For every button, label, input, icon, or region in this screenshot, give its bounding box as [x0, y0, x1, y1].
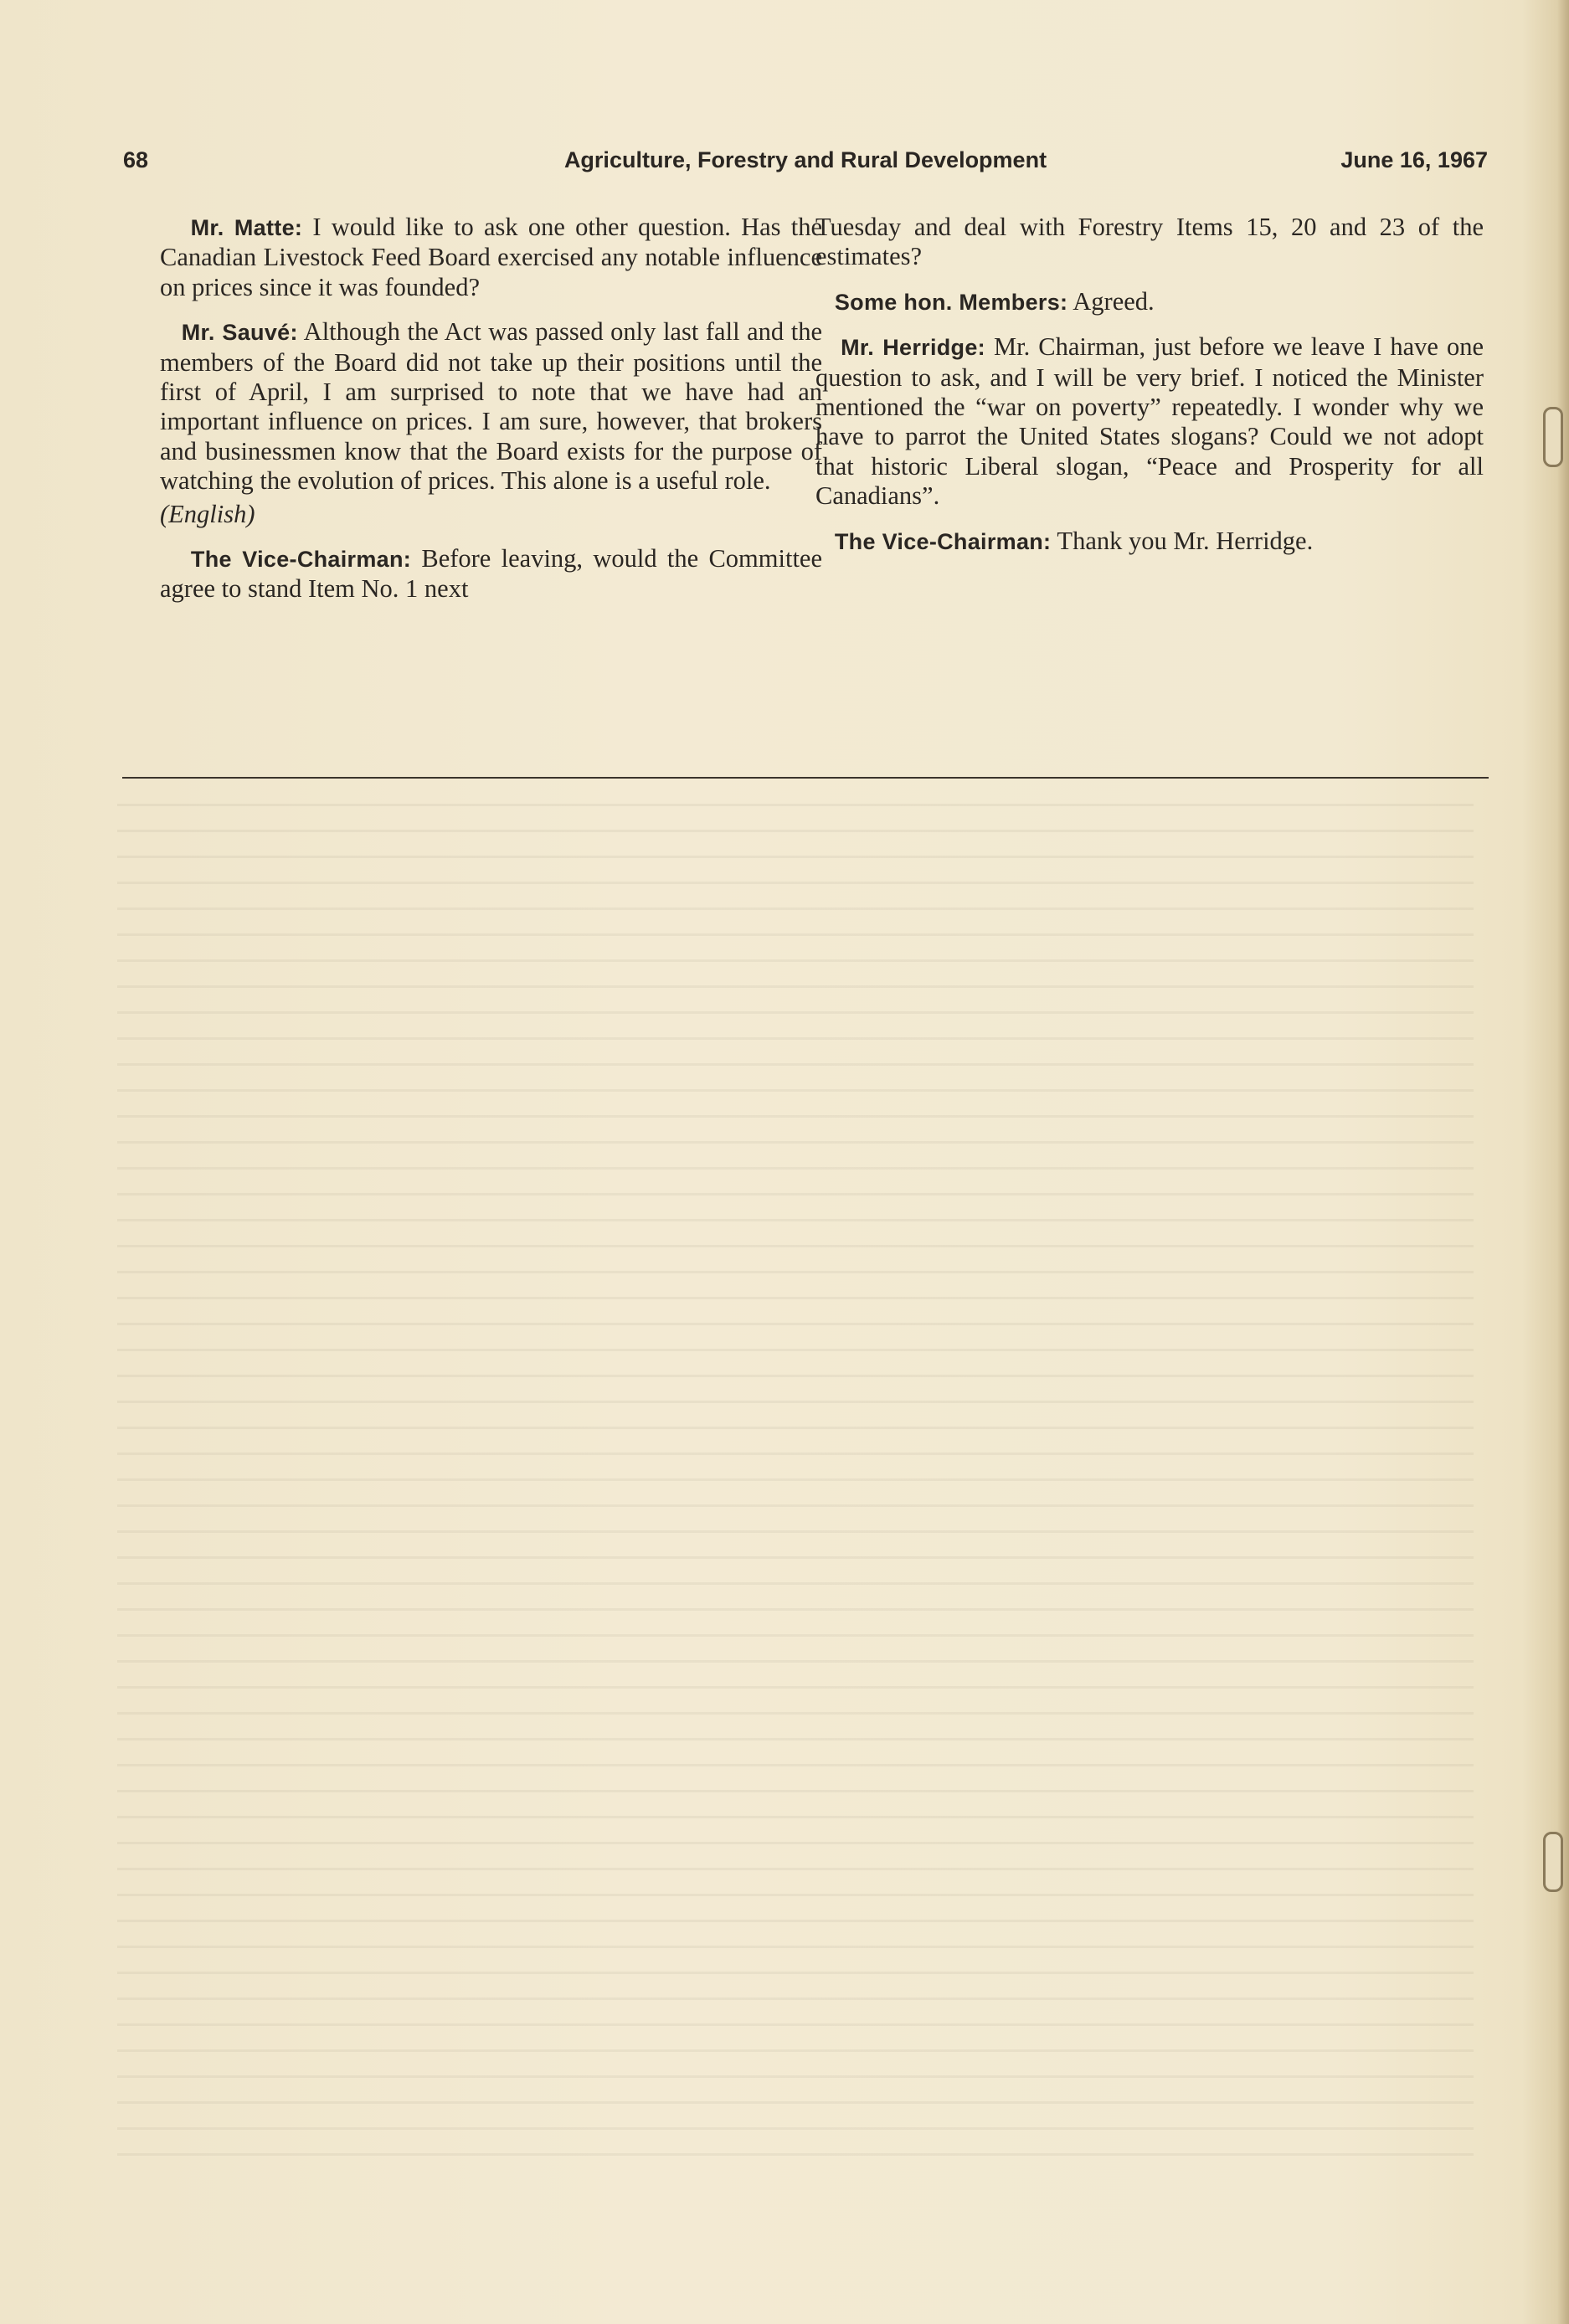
- paragraph-text: Agreed.: [1067, 286, 1155, 316]
- running-header: [123, 141, 1488, 177]
- bleed-through-texture: [117, 804, 1474, 2160]
- binder-ring-icon: [1543, 1832, 1563, 1892]
- paragraph-text: Before leaving, would the Committee agree to stand Item No. 1 next: [160, 544, 822, 604]
- right-column: [815, 213, 1484, 572]
- paragraph-matte: [160, 213, 822, 302]
- speaker-name: Mr. Herridge:: [841, 335, 985, 361]
- paragraph-text: Thank you Mr. Herridge.: [1051, 526, 1314, 555]
- header-date: June 16, 1967: [1340, 147, 1488, 172]
- page-number: 68: [123, 147, 149, 172]
- binder-ring-icon: [1543, 407, 1563, 467]
- paragraph-text: Tuesday and deal with Forestry Items 15, 20 and 23 of the estimates?: [815, 213, 1484, 271]
- paragraph-vice-chairman-closing: [815, 527, 1484, 557]
- paragraph-vice-chairman: [160, 544, 822, 604]
- language-note: (English): [160, 499, 255, 528]
- paragraph-text: Mr. Chairman, just before we leave I have one question to ask, and I will be very brief. I noticed the Minister mentioned the “war on poverty” repeatedly. I wonder why we have to parrot the United States slogans? Could we not adopt that historic Liberal slogan, “Peace and Prosperity for all Canadians”.: [815, 332, 1484, 511]
- paragraph-text: Although the Act was passed only last fall and the members of the Board did not take up their positions until the first of April, I am surprised to note that we have had an important influence on prices. I am sure, however, that brokers and businessmen know that the Board exists for the purpose of watching the evolution of prices. This alone is a useful role.: [160, 317, 823, 496]
- speaker-name: The Vice-Chairman:: [834, 528, 1052, 554]
- speaker-name: The Vice-Chairman:: [190, 547, 412, 573]
- paragraph-continuation: [815, 213, 1484, 272]
- left-column: [160, 213, 822, 620]
- speaker-name: Mr. Sauvé:: [181, 320, 298, 346]
- paragraph-herridge: [815, 332, 1484, 511]
- speaker-name: Some hon. Members:: [834, 289, 1068, 315]
- publication-title: Agriculture, Forestry and Rural Development: [563, 147, 1047, 172]
- paragraph-sauve: [160, 317, 822, 496]
- paragraph-text: I would like to ask one other question. Has the Canadian Livestock Feed Board exercised any notable influence on prices since it was founded?: [160, 213, 823, 301]
- speaker-name: Mr. Matte:: [190, 215, 303, 240]
- section-divider-rule: [122, 777, 1489, 779]
- paragraph-members: [815, 287, 1484, 317]
- page-edge-shadow: [1557, 0, 1569, 2324]
